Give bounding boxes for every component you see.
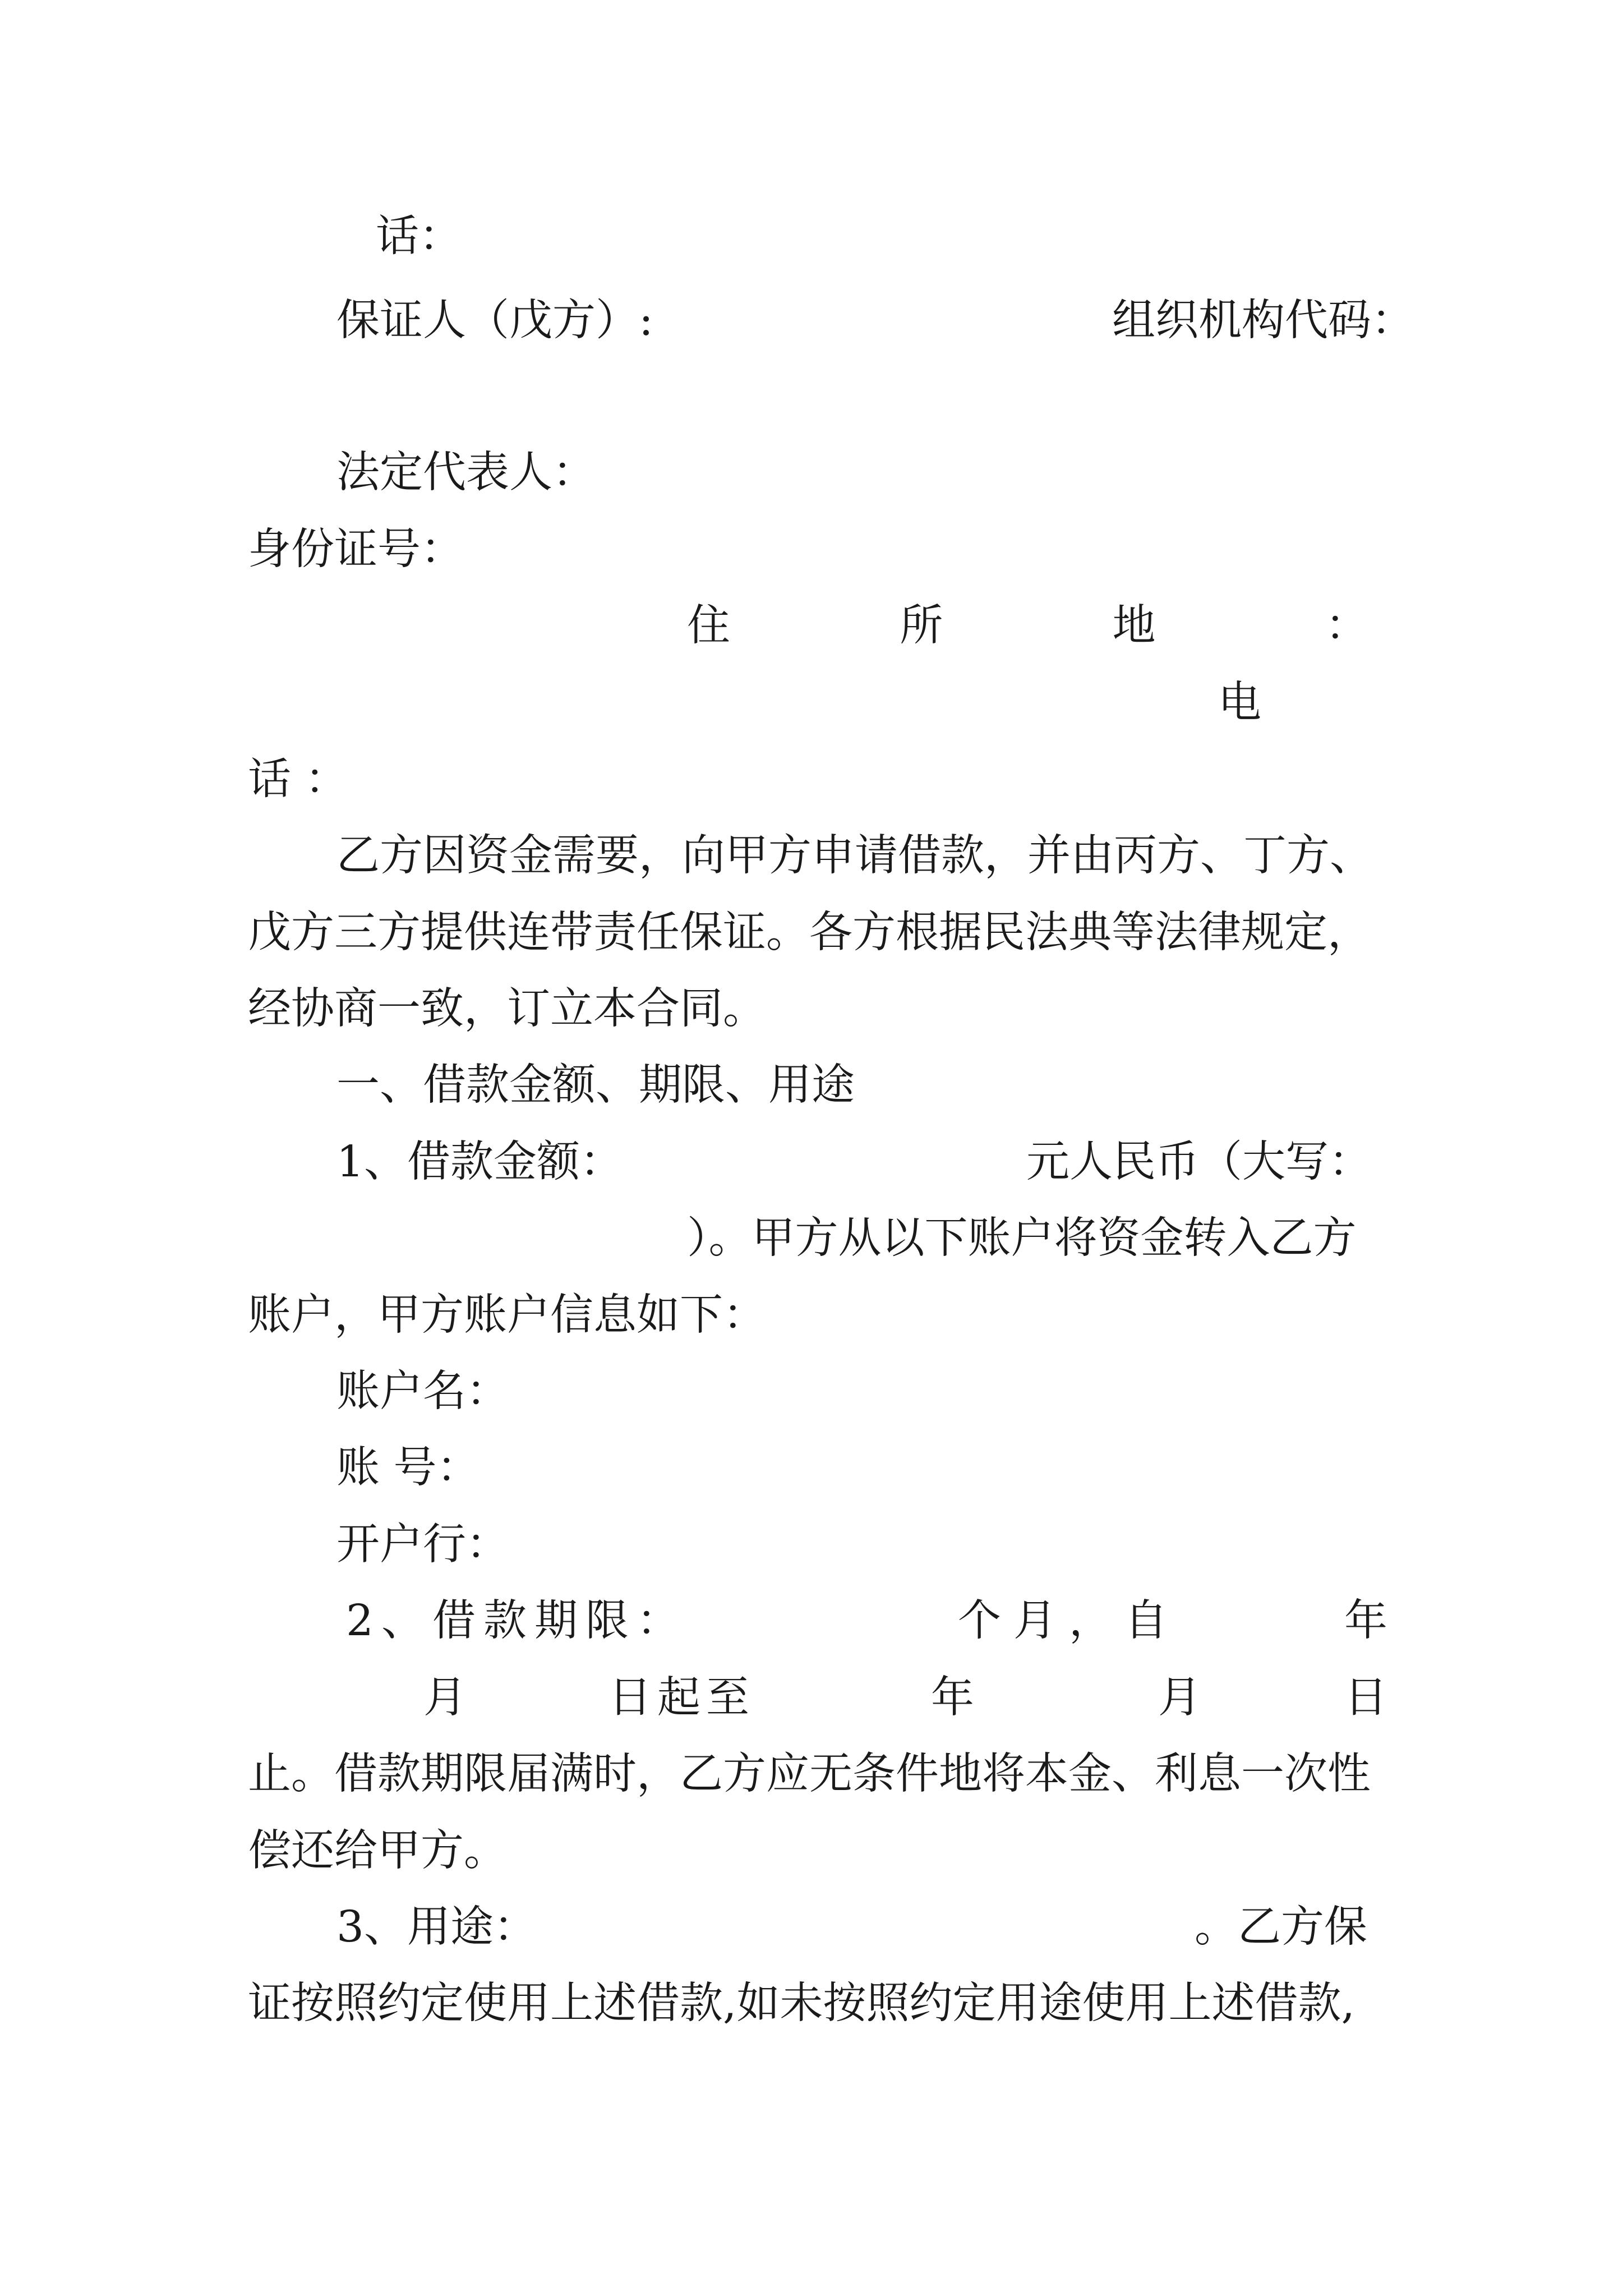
loan-term-day-2: 日 [1344, 1673, 1387, 1723]
loan-term-label: 2、借款期限： [346, 1596, 688, 1646]
loan-term-line-4: 偿还给甲方。 [248, 1826, 507, 1876]
phone-label-tail: 话： [376, 211, 462, 261]
intro-paragraph-line: 戊方三方提供连带责任保证。各方根据民法典等法律规定， [248, 908, 1371, 958]
loan-term-months: 个月，自 [958, 1596, 1180, 1646]
bank-label: 开户行： [336, 1520, 509, 1570]
intro-line-1-text: 乙方因资金需要，向甲方申请借款，并由丙方、丁方、 [336, 831, 1373, 881]
loan-term-line-3: 止。借款期限届满时，乙方应无条件地将本金、利息一次性 [248, 1749, 1371, 1799]
loan-amount-line-3: 账户，甲方账户信息如下： [248, 1290, 766, 1340]
section-heading: 一、借款金额、期限、用途 [336, 1060, 855, 1110]
guarantor-e-label: 保证人（戊方）: [336, 296, 653, 346]
address-char: ： [1325, 601, 1368, 651]
phone-label-head: 电 [1218, 678, 1261, 728]
address-label [687, 598, 1368, 654]
intro-paragraph-line [336, 828, 1402, 884]
loan-amount-line-2: ）。甲方从以下账户将资金转入乙方 [687, 1213, 1357, 1263]
org-code-label: 组织机构代码： [1112, 296, 1414, 346]
purpose-line-2: 证按照约定使用上述借款,如未按照约定用途使用上述借款, [248, 1978, 1355, 2028]
intro-paragraph-line: 经协商一致，订立本合同。 [248, 984, 766, 1034]
loan-amount-currency: 元人民币（大写： [1026, 1137, 1372, 1187]
address-char: 地 [1112, 601, 1156, 651]
purpose-tail: 。乙方保 [1195, 1902, 1367, 1952]
id-number-label: 身份证号： [248, 524, 464, 574]
address-char: 所 [900, 601, 943, 651]
loan-amount-label: 1、借款金额： [336, 1137, 623, 1187]
account-name-label: 账户名： [336, 1366, 509, 1416]
legal-rep-label: 法定代表人： [336, 448, 596, 498]
loan-term-year-2: 年 [931, 1673, 974, 1723]
phone-label-tail-2: 话 ： [248, 754, 348, 804]
account-number-label: 账 号： [336, 1443, 480, 1493]
purpose-label: 3、用途： [336, 1902, 537, 1952]
loan-term-start-day: 日起至 [608, 1673, 755, 1723]
loan-term-year-1: 年 [1344, 1596, 1387, 1646]
address-char: 住 [687, 601, 730, 651]
loan-term-month-2: 月 [1158, 1673, 1201, 1723]
loan-term-month-1: 月 [423, 1673, 467, 1723]
